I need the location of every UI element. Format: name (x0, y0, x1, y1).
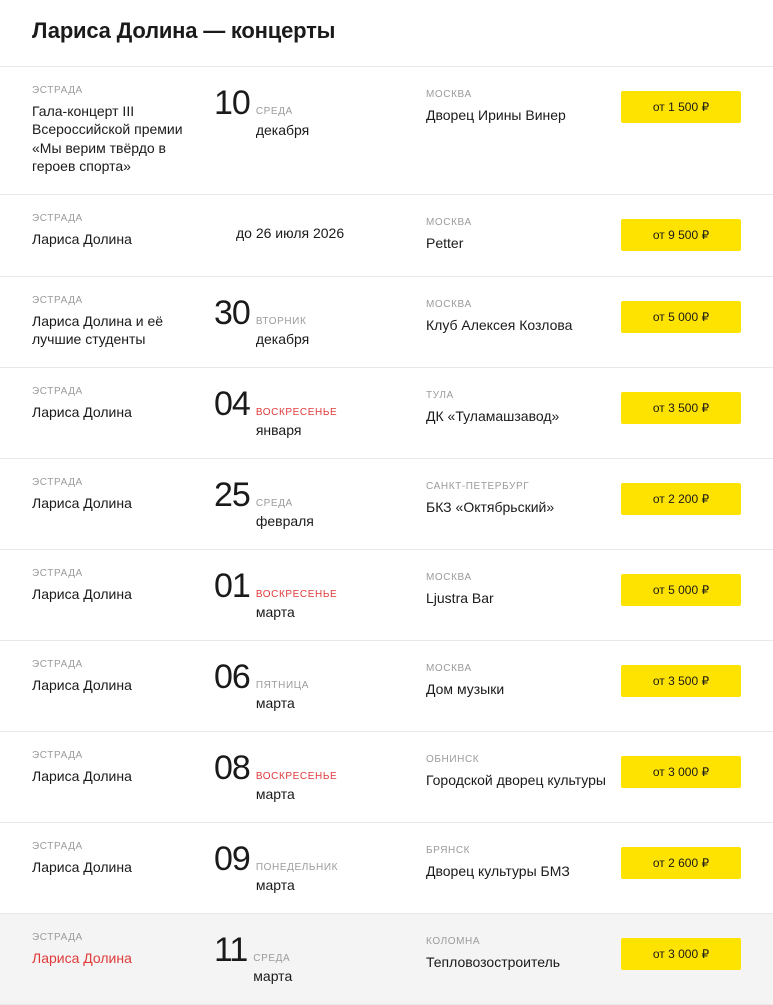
buy-ticket-button[interactable]: от 3 500 ₽ (621, 392, 741, 424)
buy-ticket-button[interactable]: от 3 500 ₽ (621, 665, 741, 697)
event-row[interactable] (0, 914, 773, 1005)
event-title-cell (32, 295, 214, 349)
event-venue-cell (426, 932, 621, 971)
event-day-number: 25 (214, 475, 250, 514)
event-price-cell (621, 568, 741, 606)
event-city: МОСКВА (426, 662, 472, 674)
event-city: МОСКВА (426, 89, 472, 100)
event-date-cell (214, 841, 426, 895)
event-venue[interactable]: Городской дворец культуры (426, 771, 606, 788)
event-title-cell (32, 568, 214, 603)
event-price-cell (621, 750, 741, 788)
event-genre: ЭСТРАДА (32, 840, 83, 852)
event-day-number: 30 (214, 293, 250, 332)
event-weekday: ВОСКРЕСЕНЬЕ (255, 406, 338, 418)
event-day-number: 09 (214, 839, 250, 878)
event-row[interactable] (0, 732, 773, 823)
buy-ticket-button[interactable]: от 5 000 ₽ (621, 301, 741, 333)
event-venue-cell (426, 841, 621, 880)
event-month: марта (255, 786, 295, 803)
event-month: декабря (255, 331, 310, 348)
event-row[interactable] (0, 277, 773, 368)
buy-ticket-button[interactable]: от 9 500 ₽ (621, 219, 741, 251)
event-city: ОБНИНСК (426, 753, 480, 765)
event-row[interactable] (0, 195, 773, 277)
event-city: МОСКВА (426, 216, 472, 228)
event-genre: ЭСТРАДА (32, 85, 83, 96)
event-venue-cell (426, 213, 621, 252)
event-date-cell (214, 85, 426, 139)
event-row[interactable] (0, 550, 773, 641)
event-price-cell (621, 932, 741, 970)
event-venue[interactable]: Дом музыки (426, 680, 505, 697)
event-date-words (256, 587, 337, 622)
event-title[interactable]: Лариса Долина (32, 858, 132, 875)
event-list (0, 66, 773, 1005)
event-venue-cell (426, 85, 621, 124)
event-date-words (253, 951, 292, 986)
event-price-cell (621, 295, 741, 333)
event-title-cell (32, 750, 214, 785)
event-venue-cell (426, 659, 621, 698)
event-title-cell (32, 477, 214, 512)
event-title-cell (32, 85, 214, 176)
event-venue[interactable]: БКЗ «Октябрьский» (426, 498, 555, 515)
event-title-cell (32, 213, 214, 248)
event-date-words (256, 769, 337, 804)
event-city: БРЯНСК (426, 844, 471, 856)
event-date-words (256, 860, 338, 895)
event-venue[interactable]: Petter (426, 234, 464, 251)
event-row[interactable] (0, 823, 773, 914)
event-date-words (256, 314, 309, 349)
event-price-cell (621, 841, 741, 879)
event-venue-cell (426, 750, 621, 789)
event-title[interactable]: Лариса Долина (32, 949, 132, 966)
page-title: Лариса Долина — концерты (32, 18, 336, 43)
event-day-number: 06 (214, 657, 250, 696)
event-date-cell (214, 659, 426, 713)
event-row[interactable] (0, 459, 773, 550)
event-genre: ЭСТРАДА (32, 385, 83, 397)
event-month: марта (255, 604, 295, 621)
event-month: марта (255, 695, 295, 712)
event-date-cell (214, 386, 426, 440)
event-day-number: 11 (214, 930, 248, 969)
event-price-cell (621, 213, 741, 251)
event-date-cell (214, 750, 426, 804)
event-city: САНКТ-ПЕТЕРБУРГ (426, 480, 530, 492)
event-price-cell (621, 85, 741, 123)
buy-ticket-button[interactable]: от 2 600 ₽ (621, 847, 741, 879)
event-date-cell (214, 932, 426, 986)
event-day-number: 10 (214, 84, 250, 122)
event-venue-cell (426, 477, 621, 516)
event-month: марта (255, 877, 295, 894)
event-title[interactable]: Лариса Долина (32, 676, 132, 693)
event-venue[interactable]: Клуб Алексея Козлова (426, 316, 573, 333)
event-row[interactable] (0, 368, 773, 459)
event-title-cell (32, 932, 214, 967)
event-date-cell (214, 477, 426, 531)
event-title[interactable]: Лариса Долина (32, 230, 132, 247)
event-date-cell (214, 568, 426, 622)
event-weekday: СРЕДА (255, 106, 293, 117)
event-genre: ЭСТРАДА (32, 476, 83, 488)
event-title[interactable]: Лариса Долина (32, 403, 132, 420)
event-title[interactable]: Гала-концерт III Всероссийской премии «Мы верим твёрдо в героев спорта» (32, 103, 183, 175)
event-row[interactable] (0, 67, 773, 195)
event-title-cell (32, 659, 214, 694)
event-day-number: 04 (214, 384, 250, 423)
event-month: декабря (255, 121, 310, 138)
event-month: февраля (255, 513, 314, 530)
event-venue[interactable]: Ljustra Bar (426, 589, 494, 606)
event-weekday: ВОСКРЕСЕНЬЕ (255, 770, 338, 782)
buy-ticket-button[interactable]: от 5 000 ₽ (621, 574, 741, 606)
event-title[interactable]: Лариса Долина (32, 585, 132, 602)
event-title[interactable]: Лариса Долина и её лучшие студенты (32, 312, 164, 348)
event-venue[interactable]: Тепловозостроитель (426, 953, 561, 970)
buy-ticket-button[interactable]: от 1 500 ₽ (621, 91, 741, 123)
event-weekday: СРЕДА (255, 497, 293, 509)
event-month: марта (253, 968, 293, 985)
event-venue-cell (426, 295, 621, 334)
event-genre: ЭСТРАДА (32, 749, 83, 761)
event-venue-cell (426, 386, 621, 425)
event-title-cell (32, 386, 214, 421)
event-genre: ЭСТРАДА (32, 931, 83, 943)
event-weekday: ВТОРНИК (255, 315, 307, 327)
event-date-words (256, 496, 314, 531)
event-venue-cell (426, 568, 621, 607)
event-city: МОСКВА (426, 298, 472, 310)
event-weekday: ВОСКРЕСЕНЬЕ (255, 588, 338, 600)
event-day-number: 08 (214, 748, 250, 787)
event-title[interactable]: Лариса Долина (32, 767, 132, 784)
event-city: КОЛОМНА (426, 935, 481, 947)
event-genre: ЭСТРАДА (32, 294, 83, 306)
event-genre: ЭСТРАДА (32, 658, 83, 670)
event-venue[interactable]: ДК «Туламашзавод» (426, 407, 560, 424)
buy-ticket-button[interactable]: от 3 000 ₽ (621, 756, 741, 788)
event-weekday: ПЯТНИЦА (255, 679, 310, 691)
event-day-number: 01 (214, 566, 250, 605)
buy-ticket-button[interactable]: от 3 000 ₽ (621, 938, 741, 970)
event-genre: ЭСТРАДА (32, 567, 83, 579)
event-date-range: до 26 июля 2026 (236, 224, 345, 241)
event-genre: ЭСТРАДА (32, 212, 83, 224)
event-date-cell (214, 213, 426, 241)
event-weekday: СРЕДА (253, 952, 291, 964)
event-month: января (255, 422, 302, 439)
event-price-cell (621, 386, 741, 424)
event-price-cell (621, 477, 741, 515)
buy-ticket-button[interactable]: от 2 200 ₽ (621, 483, 741, 515)
page-header (0, 0, 773, 66)
event-price-cell (621, 659, 741, 697)
event-date-cell (214, 295, 426, 349)
event-venue[interactable]: Дворец Ирины Винер (426, 107, 566, 123)
event-title[interactable]: Лариса Долина (32, 494, 132, 511)
event-venue[interactable]: Дворец культуры БМЗ (426, 862, 570, 879)
event-title-cell (32, 841, 214, 876)
event-date-words (256, 104, 309, 139)
event-row[interactable] (0, 641, 773, 732)
event-date-words (256, 405, 337, 440)
event-city: ТУЛА (426, 389, 454, 401)
event-city: МОСКВА (426, 571, 472, 583)
event-date-words (256, 678, 309, 713)
event-weekday: ПОНЕДЕЛЬНИК (255, 861, 339, 873)
